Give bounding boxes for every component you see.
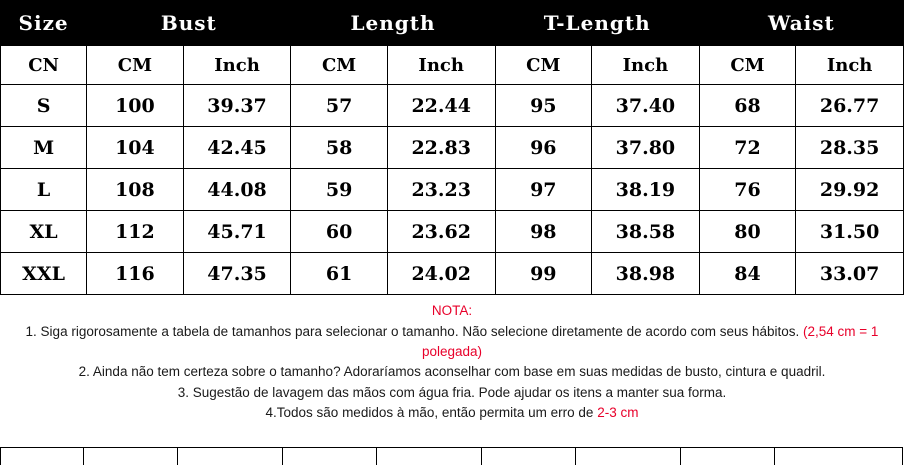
cell-tlength-inch: 37.80 xyxy=(592,127,700,169)
cell-length-cm: 57 xyxy=(291,85,387,127)
group-header-length: Length xyxy=(291,1,495,46)
group-header-bust: Bust xyxy=(87,1,291,46)
bottom-cell xyxy=(283,447,377,465)
note-line-2: 2. Ainda não tem certeza sobre o tamanho? Adoraríamos aconselhar com base em suas medidas de busto, cintura e quadril. xyxy=(78,364,826,380)
cell-bust-inch: 44.08 xyxy=(183,169,291,211)
cell-tlength-inch: 38.58 xyxy=(592,211,700,253)
note-line-1 xyxy=(14,322,890,361)
cell-tlength-cm: 98 xyxy=(495,211,591,253)
cell-tlength-cm: 99 xyxy=(495,253,591,295)
bottom-table-edge xyxy=(0,447,904,465)
table-row xyxy=(1,85,904,127)
cell-length-cm: 60 xyxy=(291,211,387,253)
cell-tlength-cm: 96 xyxy=(495,127,591,169)
bottom-cell xyxy=(377,447,482,465)
cell-tlength-inch: 38.98 xyxy=(592,253,700,295)
sub-header-waist-inch: Inch xyxy=(796,46,904,85)
bottom-cell xyxy=(482,447,576,465)
note-line-4-text: 4.Todos são medidos à mão, então permita um erro de xyxy=(265,405,598,421)
group-header-t-length: T-Length xyxy=(495,1,699,46)
cell-bust-cm: 116 xyxy=(87,253,183,295)
cell-length-inch: 23.23 xyxy=(387,169,495,211)
note-line-4 xyxy=(14,403,890,423)
sub-header-tlength-inch: Inch xyxy=(592,46,700,85)
cell-waist-cm: 80 xyxy=(699,211,795,253)
cell-size: XXL xyxy=(1,253,87,295)
sub-header-tlength-cm: CM xyxy=(495,46,591,85)
group-header-size: Size xyxy=(1,1,87,46)
cell-length-inch: 22.83 xyxy=(387,127,495,169)
bottom-cell xyxy=(681,447,775,465)
table-sub-header-row xyxy=(1,46,904,85)
cell-waist-cm: 76 xyxy=(699,169,795,211)
bottom-cell xyxy=(84,447,178,465)
sub-header-length-inch: Inch xyxy=(387,46,495,85)
cell-waist-inch: 28.35 xyxy=(796,127,904,169)
cell-bust-cm: 108 xyxy=(87,169,183,211)
cell-size: M xyxy=(1,127,87,169)
sub-header-bust-inch: Inch xyxy=(183,46,291,85)
cell-size: S xyxy=(1,85,87,127)
cell-waist-cm: 72 xyxy=(699,127,795,169)
bottom-cell xyxy=(0,447,84,465)
cell-tlength-inch: 37.40 xyxy=(592,85,700,127)
notes-section xyxy=(0,295,904,426)
cell-waist-cm: 84 xyxy=(699,253,795,295)
cell-length-inch: 23.62 xyxy=(387,211,495,253)
cell-bust-cm: 100 xyxy=(87,85,183,127)
cell-waist-inch: 29.92 xyxy=(796,169,904,211)
cell-waist-inch: 26.77 xyxy=(796,85,904,127)
cell-tlength-inch: 38.19 xyxy=(592,169,700,211)
notes-title: NOTA: xyxy=(431,303,473,318)
cell-waist-cm: 68 xyxy=(699,85,795,127)
cell-tlength-cm: 97 xyxy=(495,169,591,211)
sub-header-waist-cm: CM xyxy=(699,46,795,85)
cell-size: XL xyxy=(1,211,87,253)
note-line-1-highlight: (2,54 cm = 1 polegada) xyxy=(421,324,879,359)
cell-bust-cm: 112 xyxy=(87,211,183,253)
bottom-cell xyxy=(775,447,903,465)
cell-length-inch: 22.44 xyxy=(387,85,495,127)
table-row xyxy=(1,253,904,295)
cell-bust-inch: 47.35 xyxy=(183,253,291,295)
bottom-cell xyxy=(576,447,681,465)
cell-tlength-cm: 95 xyxy=(495,85,591,127)
table-row xyxy=(1,127,904,169)
bottom-cell xyxy=(178,447,283,465)
cell-length-cm: 59 xyxy=(291,169,387,211)
cell-bust-inch: 42.45 xyxy=(183,127,291,169)
note-line-4-highlight: 2-3 cm xyxy=(597,405,639,421)
table-row xyxy=(1,169,904,211)
sub-header-cn: CN xyxy=(1,46,87,85)
sub-header-length-cm: CM xyxy=(291,46,387,85)
cell-bust-cm: 104 xyxy=(87,127,183,169)
cell-length-cm: 58 xyxy=(291,127,387,169)
sub-header-bust-cm: CM xyxy=(87,46,183,85)
cell-length-inch: 24.02 xyxy=(387,253,495,295)
cell-waist-inch: 31.50 xyxy=(796,211,904,253)
cell-bust-inch: 39.37 xyxy=(183,85,291,127)
cell-bust-inch: 45.71 xyxy=(183,211,291,253)
note-line-3: 3. Sugestão de lavagem das mãos com água fria. Pode ajudar os itens a manter sua forma. xyxy=(177,384,727,400)
cell-size: L xyxy=(1,169,87,211)
note-line-1-text: 1. Siga rigorosamente a tabela de tamanhos para selecionar o tamanho. Não selecione diretamente de acordo com seus hábitos. xyxy=(25,324,804,339)
table-row xyxy=(1,211,904,253)
cell-waist-inch: 33.07 xyxy=(796,253,904,295)
group-header-waist: Waist xyxy=(699,1,903,46)
cell-length-cm: 61 xyxy=(291,253,387,295)
table-group-header-row xyxy=(1,1,904,46)
